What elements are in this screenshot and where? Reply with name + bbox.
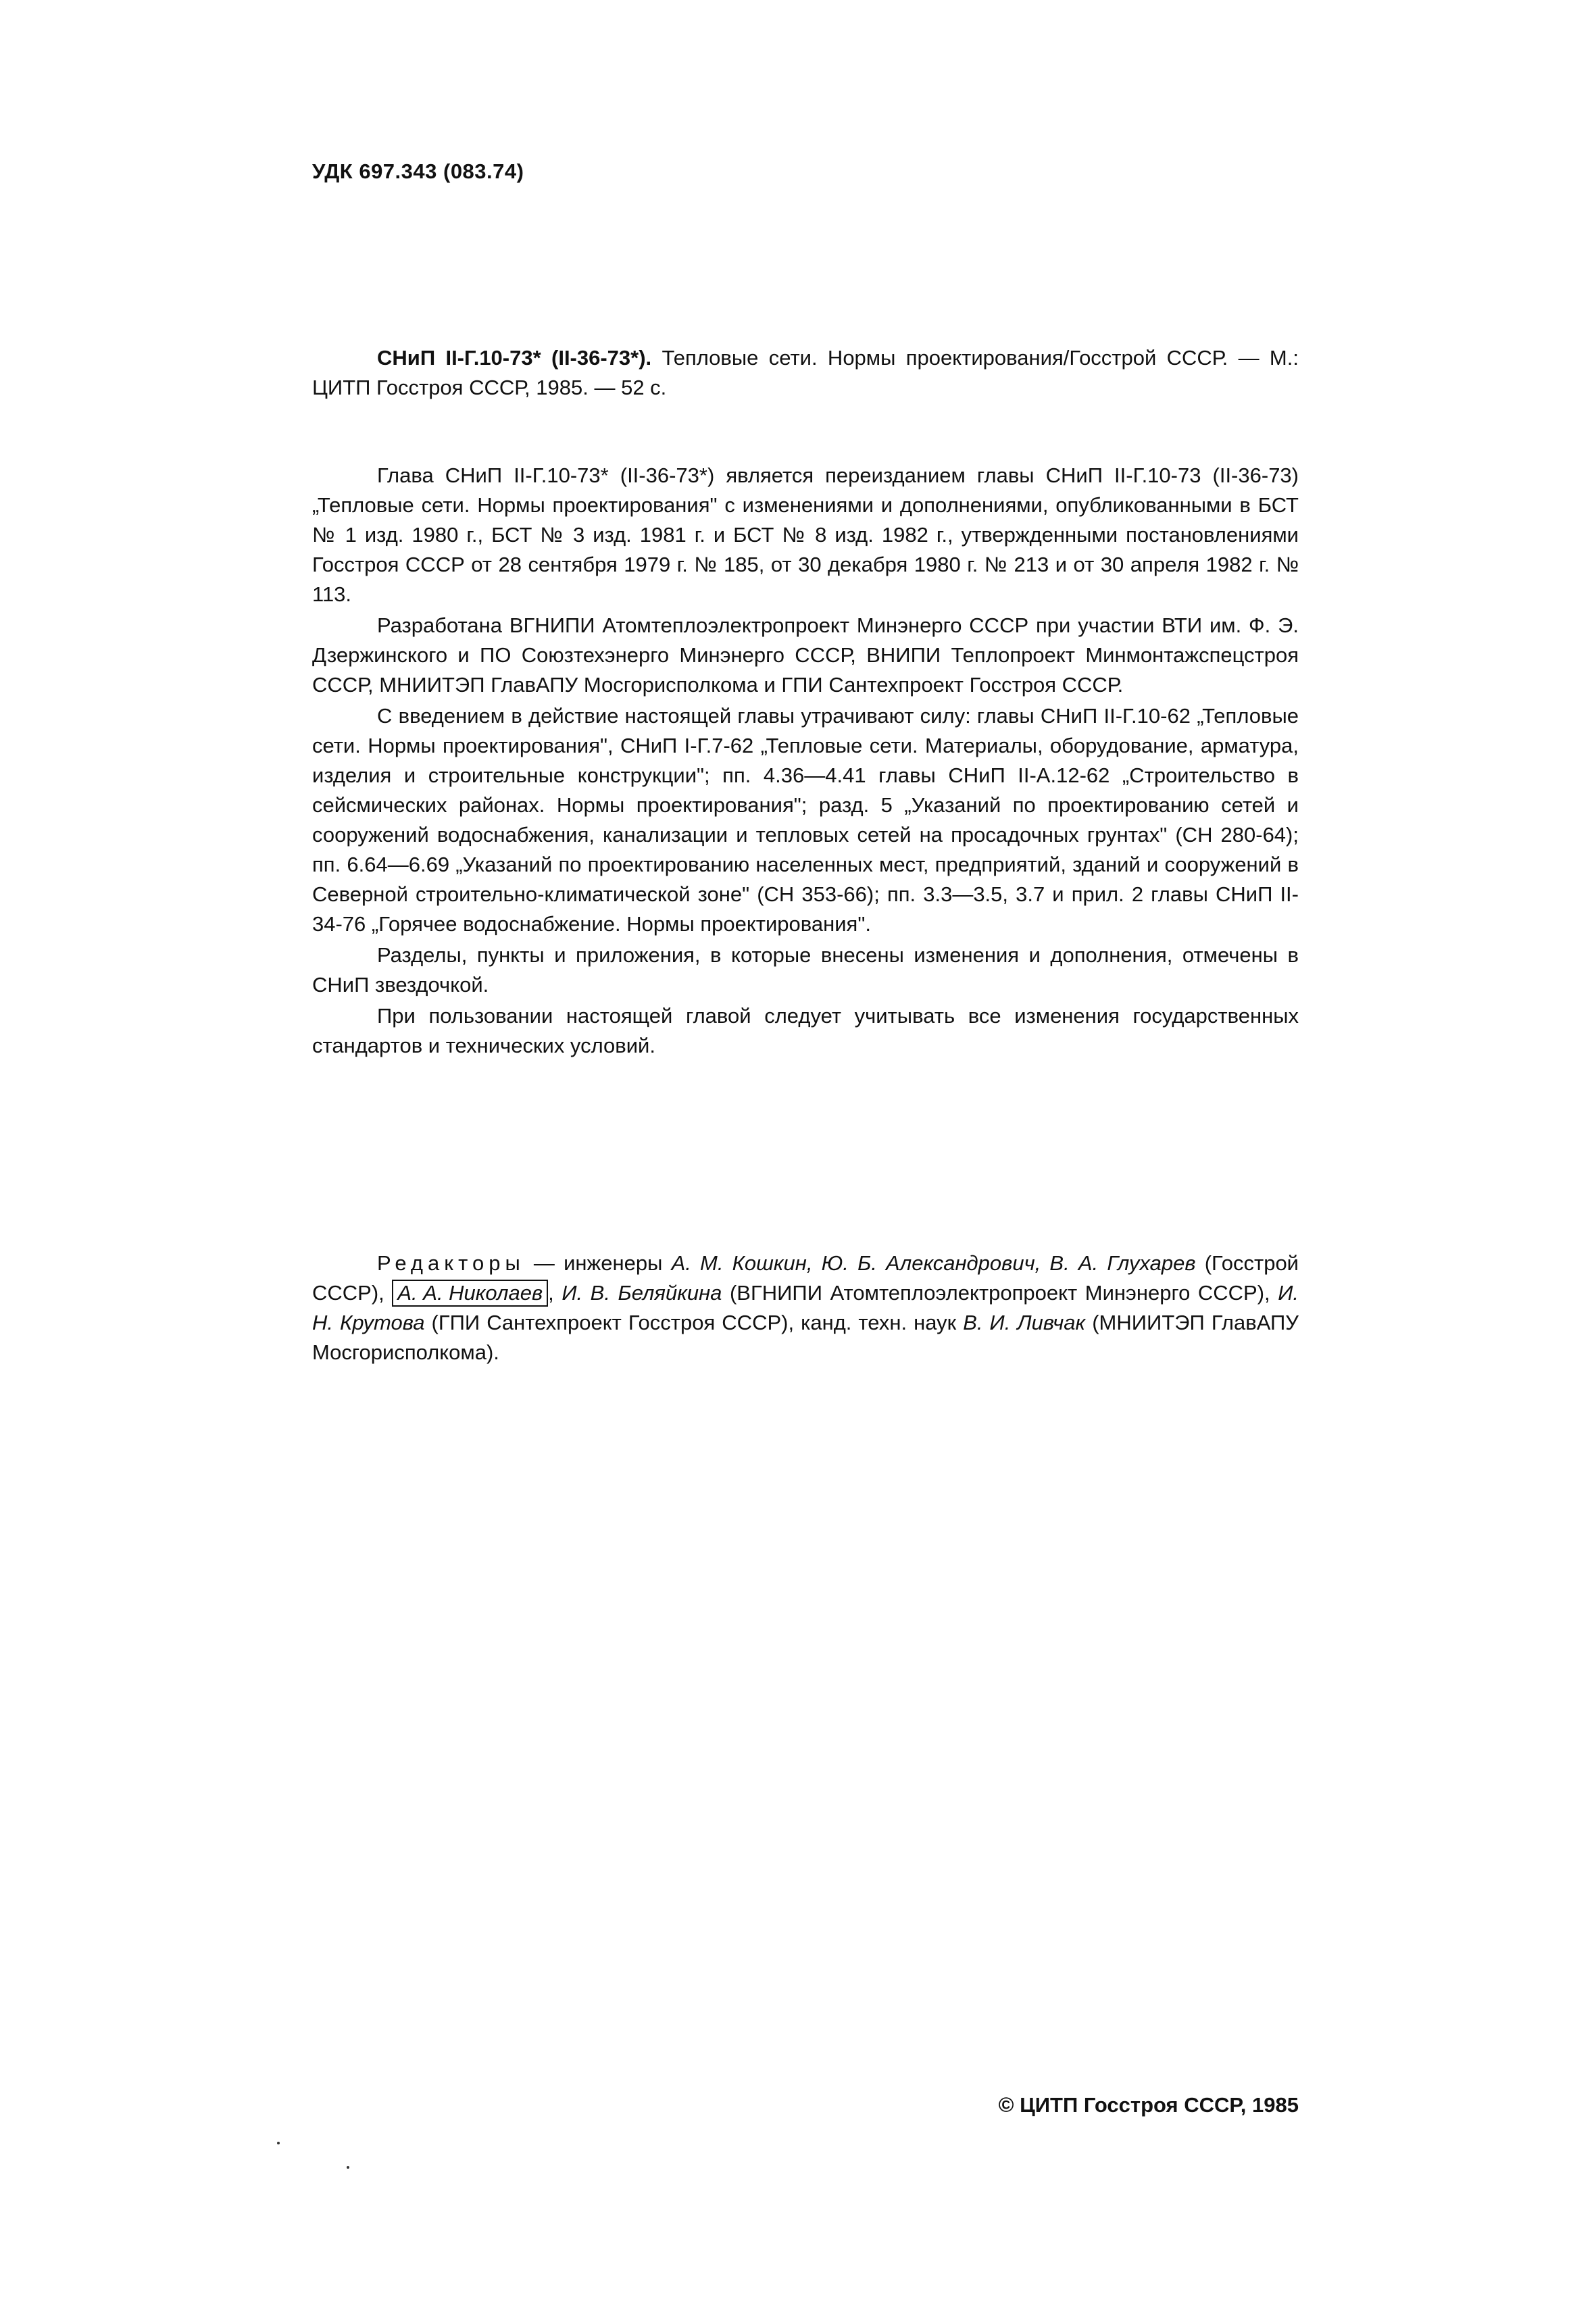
- editors-text: — инженеры: [524, 1251, 672, 1275]
- editors-text: (Госстрой СССР),: [312, 1251, 1299, 1305]
- editor-names: А. М. Кошкин, Ю. Б. Александрович, В. А. Глухарев: [671, 1251, 1196, 1275]
- paragraph-developers: Разработана ВГНИПИ Атомтеплоэлектропроект Минэнерго СССР при участии ВТИ им. Ф. Э. Дзержинского и ПО Союзтехэнерго Минэнерго СССР, ВНИПИ Теплопроект Минмонтажспецстроя СССР, МНИИТЭП ГлавАПУ Мосгорисполкома и ГПИ Сантехпроект Госстроя СССР.: [312, 613, 1299, 697]
- paragraph-superseded: С введением в действие настоящей главы утрачивают силу: главы СНиП II-Г.10-62 „Тепловые сети. Нормы проектирования", СНиП I-Г.7-62 „Тепловые сети. Материалы, оборудование, арматура, изделия и строительные конструкции"; пп. 4.36—4.41 главы СНиП II-А.12-62 „Строительство в сейсмических районах. Нормы проектирования"; разд. 5 „Указаний по проектированию сетей и сооружений водоснабжения, канализации и тепловых сетей на просадочных грунтах" (СН 280-64); пп. 6.64—6.69 „Указаний по проектированию населенных мест, предприятий, зданий и сооружений в Северной строительно-климатической зоне" (СН 353-66); пп. 3.3—3.5, 3.7 и прил. 2 главы СНиП II-34-76 „Горячее водоснабжение. Нормы проектирования".: [312, 704, 1299, 936]
- annotation-text: [312, 461, 1299, 1061]
- editor-name: В. И. Ливчак: [963, 1311, 1086, 1334]
- editors-text: (ВГНИПИ Атомтеплоэлектропроект Минэнерго СССР),: [722, 1281, 1278, 1305]
- bibliographic-citation: [312, 343, 1299, 403]
- editor-name: И. Н. Крутова: [312, 1281, 1299, 1334]
- editors-text: ,: [548, 1281, 562, 1305]
- editors-text: (ГПИ Сантехпроект Госстроя СССР), канд. техн. наук: [424, 1311, 964, 1334]
- citation-text: Тепловые сети. Нормы проектирования/Госстрой СССР. — М.: ЦИТП Госстроя СССР, 1985. — 52 с.: [312, 346, 1299, 399]
- udk-code: УДК 697.343 (083.74): [312, 159, 524, 183]
- boxed-editor-name: А. А. Николаев: [392, 1280, 548, 1307]
- editors-text: (МНИИТЭП ГлавАПУ Мосгорисполкома).: [312, 1311, 1299, 1364]
- copyright-notice: © ЦИТП Госстроя СССР, 1985: [998, 2093, 1299, 2117]
- scan-speck: [277, 2142, 280, 2144]
- paragraph-reissue: Глава СНиП II-Г.10-73* (II-36-73*) является переизданием главы СНиП II-Г.10-73 (II-36-73) „Тепловые сети. Нормы проектирования" с изменениями и дополнениями, опубликованными в БСТ № 1 изд. 1980 г., БСТ № 3 изд. 1981 г. и БСТ № 8 изд. 1982 г., утвержденными постановлениями Госстроя СССР от 28 сентября 1979 г. № 185, от 30 декабря 1980 г. № 213 и от 30 апреля 1982 г. № 113.: [312, 463, 1299, 606]
- editors-role: Редакторы: [377, 1251, 525, 1275]
- citation-title: СНиП II-Г.10-73* (II-36-73*).: [377, 346, 652, 370]
- paragraph-standards-note: При пользовании настоящей главой следует учитывать все изменения государственных стандартов и технических условий.: [312, 1004, 1299, 1057]
- scan-speck: [347, 2166, 349, 2169]
- editors-credits: [312, 1249, 1299, 1367]
- paragraph-asterisk-note: Разделы, пункты и приложения, в которые внесены изменения и дополнения, отмечены в СНиП звездочкой.: [312, 943, 1299, 997]
- editor-name: И. В. Беляйкина: [562, 1281, 722, 1305]
